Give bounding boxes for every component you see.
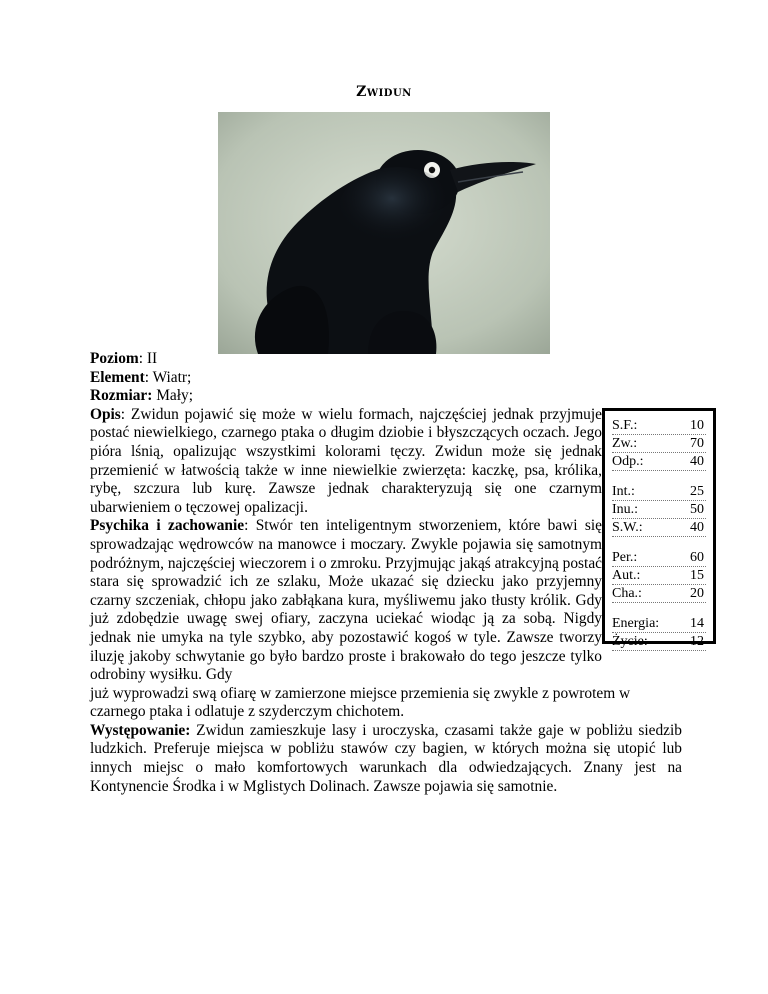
field-rozmiar: Rozmiar: Mały; [90, 387, 194, 405]
opis-paragraph: Opis: Zwidun pojawić się może w wielu formach, najczęściej jednak przyjmuje postać niewielkiego, czarnego ptaka o długim dziobie i błyszczących oczach. Jego pióra lśnią, opalizując wszystkimi kolorami tęczy. Zwidun może się jednak przemienić w łatwością także w inne niewielkie zwierzęta: kaczkę, psa, królika, rybę, szczura lub kurę. Zawsze jednak charakteryzują się one czarnym ubarwieniem o tęczowej opalizacji. [90, 405, 602, 516]
stat-row: S.F.: 10 [612, 418, 704, 433]
stat-row: Int.: 25 [612, 484, 704, 499]
wystepowanie-paragraph: Występowanie: Zwidun zamieszkuje lasy i uroczyska, czasami także gaje w pobliżu siedzib ludzkich. Preferuje miejsca w pobliżu stawów czy bagien, w których można się utopić lub innych miejsc o mało komfortowych warunkach dla odwiedzających. Znany jest na Kontynencie Środka i w Mglistych Dolinach. Zawsze pojawia się samotnie. [90, 721, 682, 795]
field-poziom: Poziom: II [90, 350, 158, 367]
stat-row: Cha.: 20 [612, 586, 704, 601]
stat-row: Inu.: 50 [612, 502, 704, 517]
stat-row: Odp.: 40 [612, 454, 704, 469]
stat-row: S.W.: 40 [612, 520, 704, 535]
stats-group-physical [612, 417, 706, 471]
stats-group-vitality [612, 615, 706, 651]
crow-photo [218, 112, 550, 354]
psychika-paragraph-a: Psychika i zachowanie: Stwór ten inteligentnym stworzeniem, które bawi się sprowadzając wędrowców na manowce i moczary. Zwykle pojawia się samotnym podróżnym, najczęściej wieczorem i o zmroku. Przyjmując jakąś atrakcyjną postać stara się sprowadzić ich ze szlaku, Może ukazać się dziecku jako przyjemny czarny szczeniak, chłopu jako zabłąkana kura, myśliwemu jako tłusty królik. Gdy już zdobędzie uwagę swej ofiary, zaczyna uciekać wiodąc ją za sobą. Nigdy jednak nie umyka na tyle szybko, aby pozostawić kogoś w tyle. Zawsze tworzy iluzję jakoby schwytanie go było bardzo proste i brakowało do tego jeszcze tylko odrobiny wysiłku. Gdy [90, 517, 602, 684]
stats-group-social [612, 549, 706, 603]
psychika-paragraph-b: już wyprowadzi swą ofiarę w zamierzone miejsce przemienia się zwykle z powrotem w czarnego ptaka i odlatuje z szyderczym chichotem. [90, 684, 631, 721]
stats-group-mental [612, 483, 706, 537]
stat-row: Życie: 12 [612, 634, 704, 649]
page-title: Zwidun [356, 84, 412, 100]
stat-row: Energia: 14 [612, 616, 704, 631]
field-element: Element: Wiatr; [90, 368, 192, 386]
stat-row: Aut.: 15 [612, 568, 704, 583]
bestiary-entry-text [90, 350, 682, 796]
stats-box [602, 408, 716, 649]
stat-row: Per.: 60 [612, 550, 704, 565]
stat-row: Zw.: 70 [612, 436, 704, 451]
